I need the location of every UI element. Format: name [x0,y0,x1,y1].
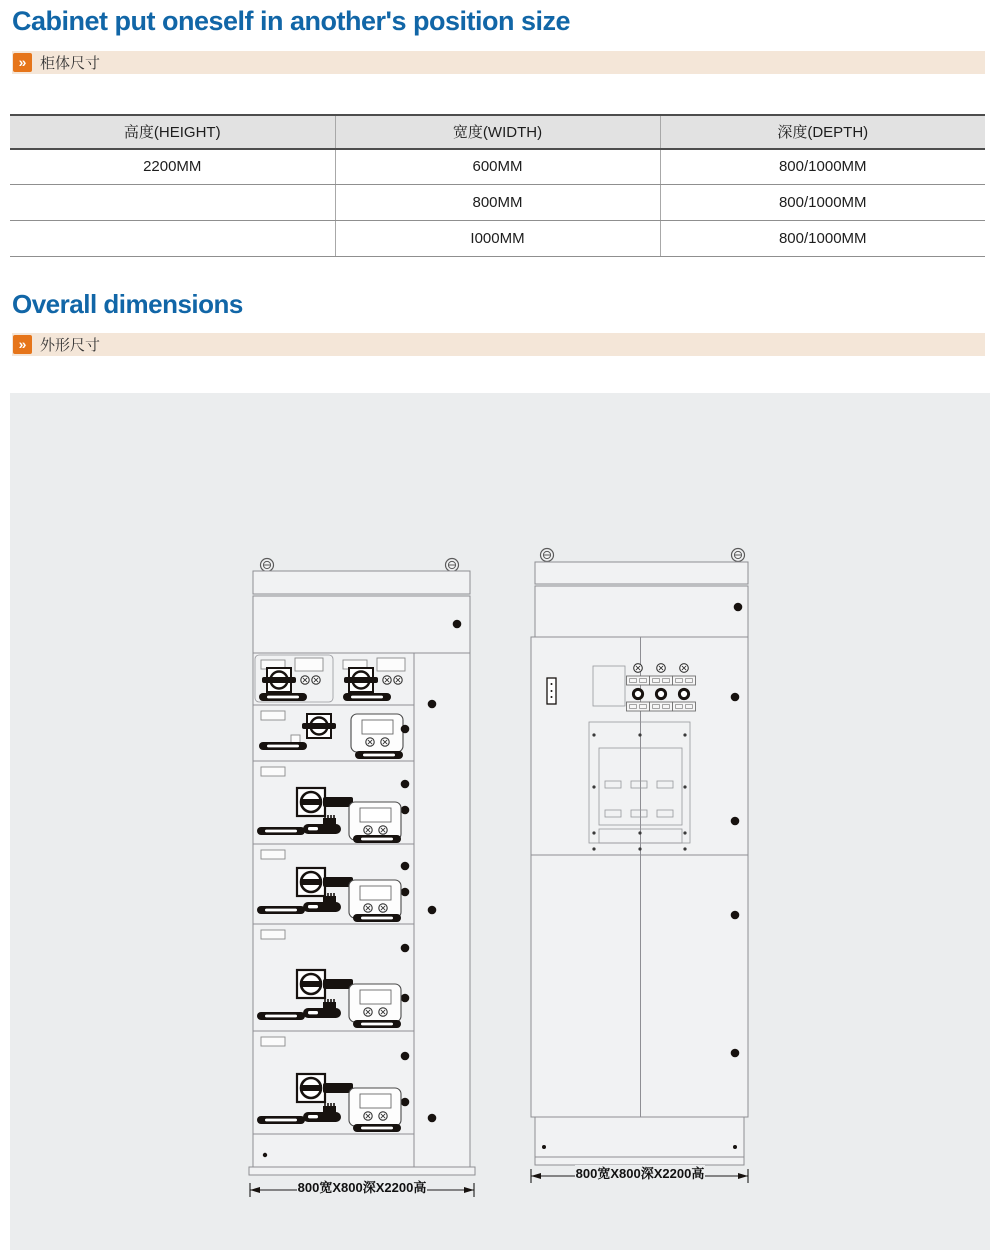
cabinet-top-strip [535,562,748,584]
cabinet-plinth [253,1134,414,1167]
drawer-row [253,844,414,924]
lower-door-section [531,855,748,1117]
cabinet-plinth [535,1117,744,1157]
drawer-row [253,1031,414,1134]
dimension-label: 800宽X800深X2200高 [575,1166,705,1181]
section-bar-cabinet-size [12,51,985,74]
lifting-eyebolt-icon [261,559,459,572]
drawing-panel [10,393,990,1250]
drawer-row [253,653,414,705]
cabinet-base-rail [249,1167,475,1175]
cabinet-door-type-drawing [527,545,757,1193]
double-chevron-icon: » [13,53,32,72]
cabinet-top-strip [253,571,470,594]
dimension-line [531,1165,748,1183]
cabinet-drawer-type-drawing [247,556,477,1204]
table-header-row [10,115,985,149]
table-row [10,221,985,257]
table-cell: 800/1000MM [660,221,985,257]
cabinet-upper-panel [253,596,470,653]
table-header-depth: 深度(DEPTH) [660,115,985,149]
dimensions-table [10,114,985,258]
page-title-overall-dimensions: Overall dimensions [12,289,243,320]
cabinet-upper-panel [535,586,748,637]
table-cell: 600MM [335,149,660,185]
section-bar-overall-size [12,333,985,356]
dimension-label: 800宽X800深X2200高 [297,1180,427,1195]
page-title: Cabinet put oneself in another's position size [12,6,570,36]
table-cell [10,185,335,221]
cabinet-base-rail [535,1157,744,1165]
table-cell: 800/1000MM [660,185,985,221]
table-cell: 2200MM [10,149,335,185]
table-row [10,185,985,221]
section-label-overall-size: 外形尺寸 [40,336,101,354]
drawer-row [253,924,414,1031]
table-cell: 800/1000MM [660,149,985,185]
cable-compartment-panel [414,653,470,1167]
table-cell [10,221,335,257]
table-cell: 800MM [335,185,660,221]
table-header-width: 宽度(WIDTH) [335,115,660,149]
table-cell: I000MM [335,221,660,257]
table-header-height: 高度(HEIGHT) [10,115,335,149]
dimension-line [250,1179,474,1197]
double-chevron-icon: » [13,335,32,354]
upper-door-section [531,637,748,855]
drawer-row [253,761,414,844]
drawer-row [253,705,414,761]
lifting-eyebolt-icon [541,549,745,562]
catalog-page [0,7,1000,1258]
table-row [10,149,985,185]
section-label-cabinet-size: 柜体尺寸 [40,54,101,72]
